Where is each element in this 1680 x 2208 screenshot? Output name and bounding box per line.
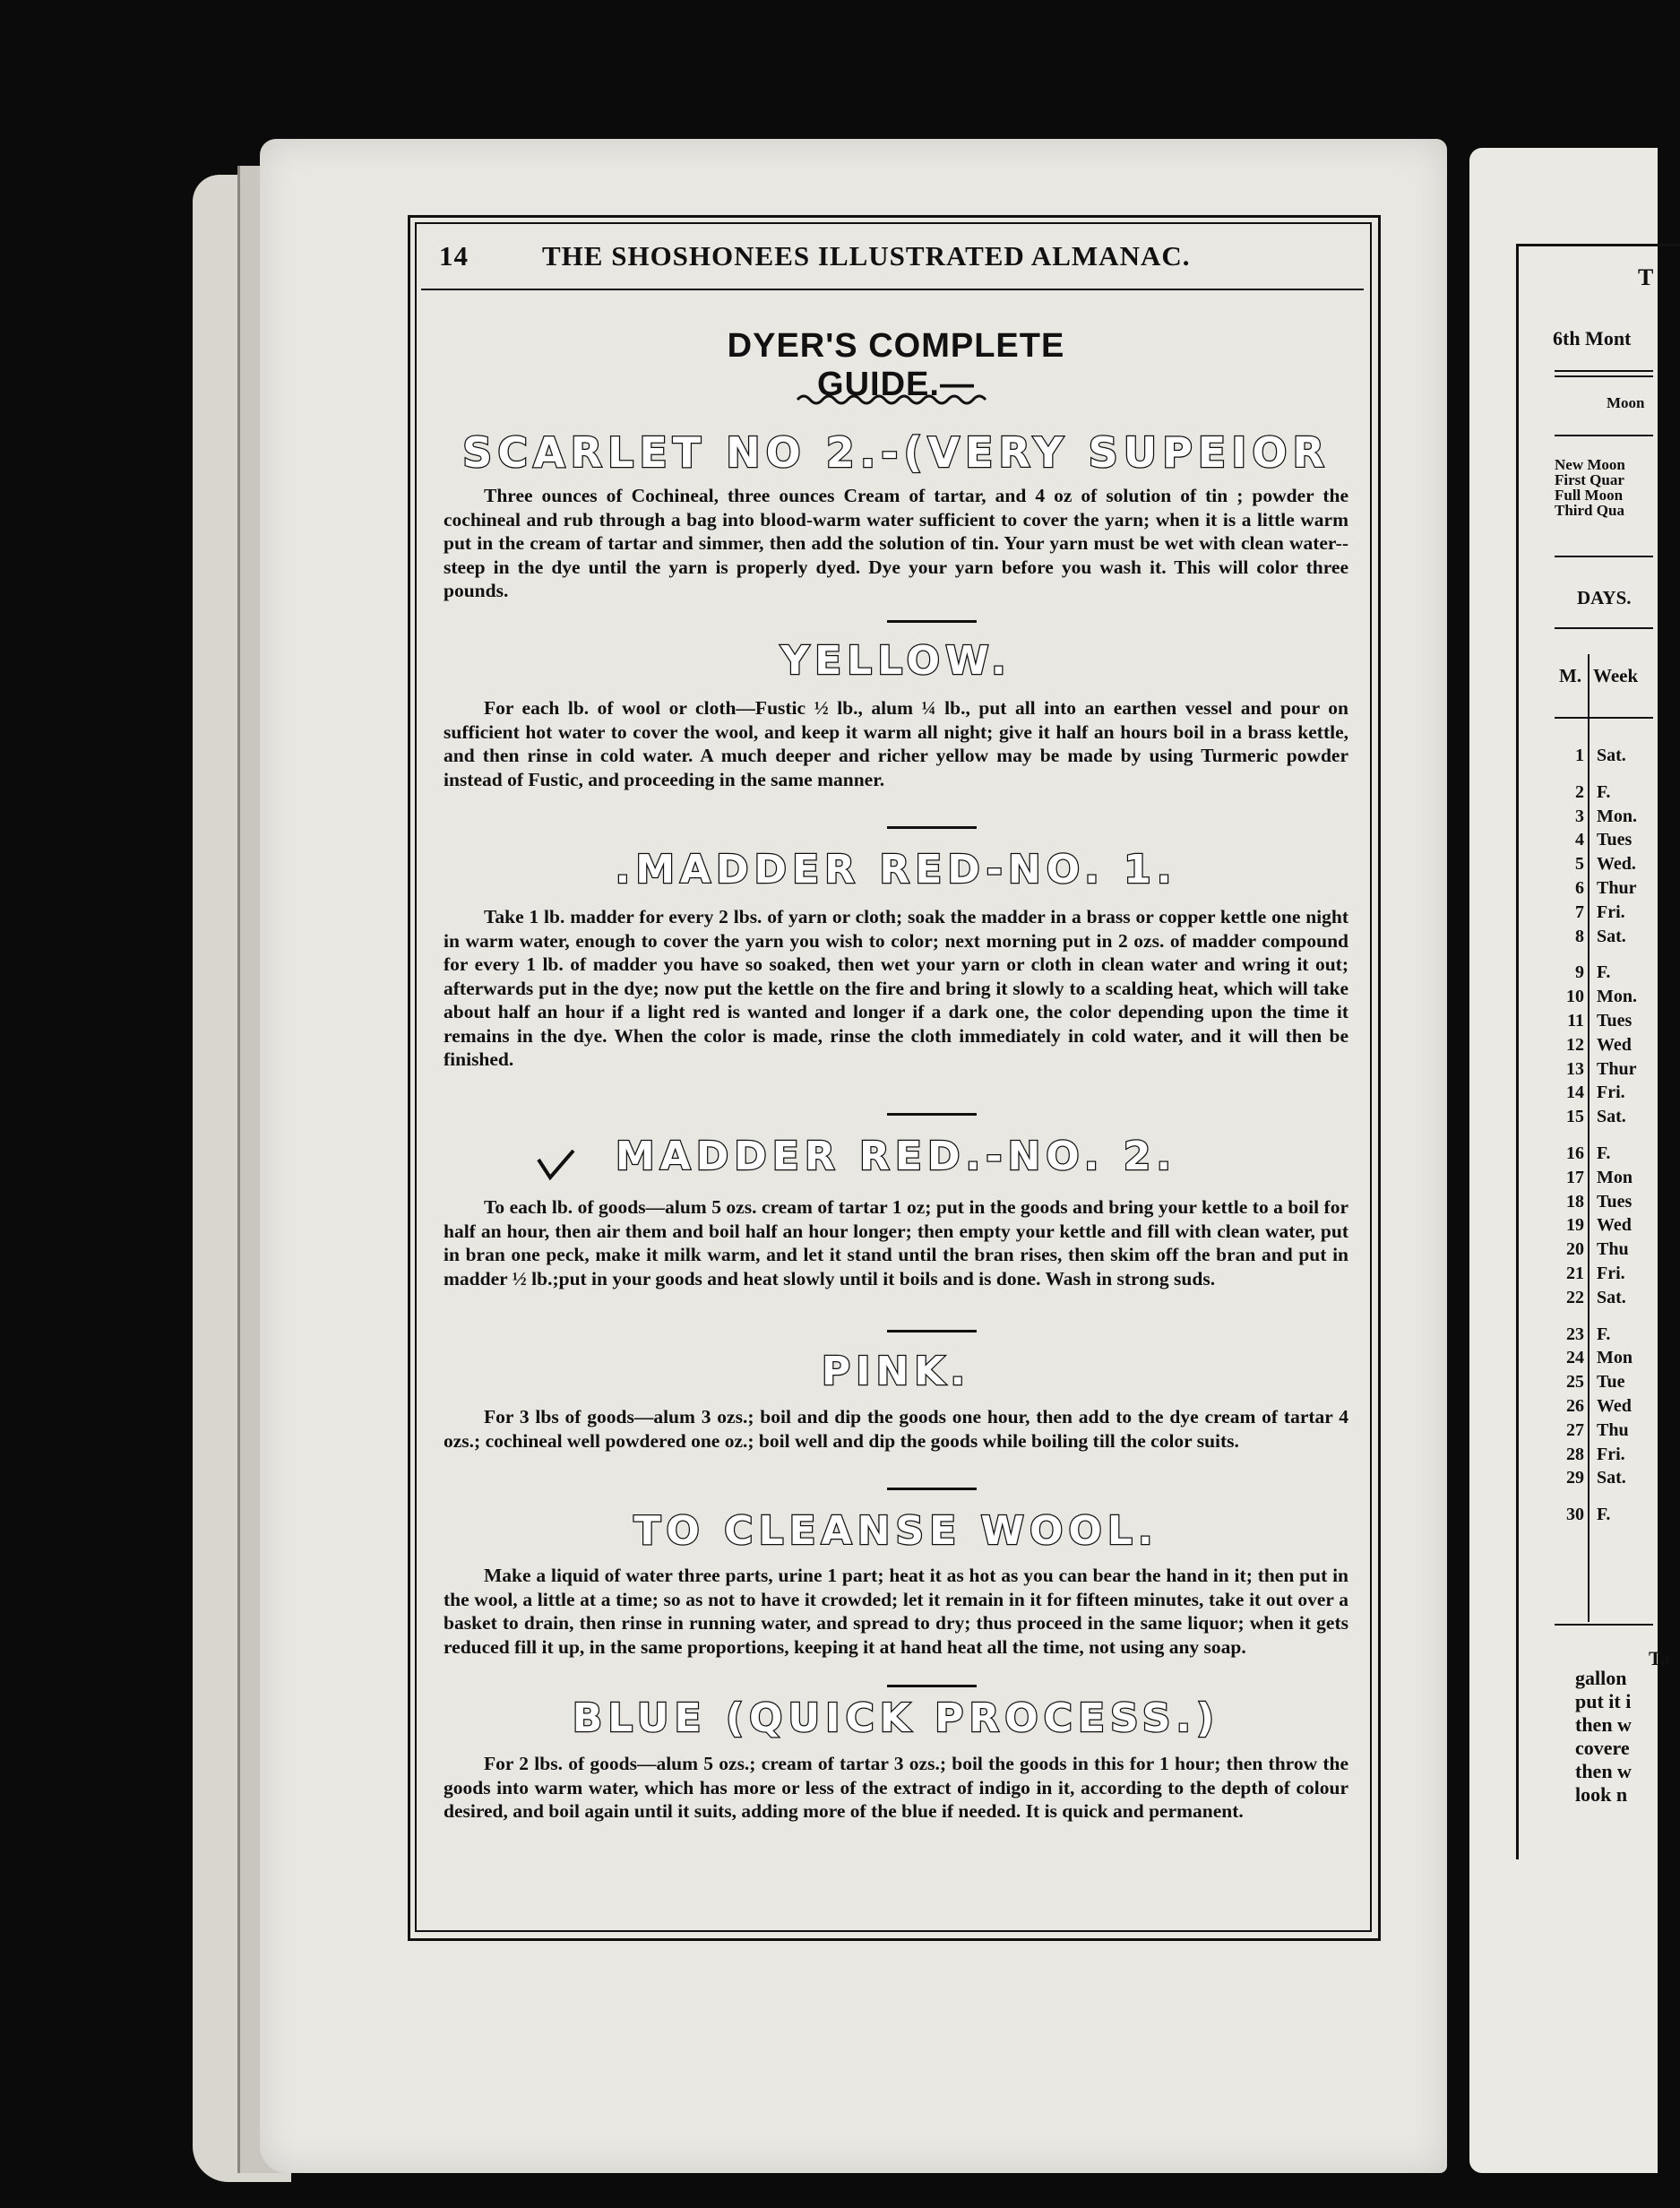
facing-rule (1555, 556, 1653, 557)
heading-blue: BLUE (QUICK PROCESS.) (572, 1695, 1220, 1741)
facing-rule (1555, 627, 1653, 629)
facing-day-name: Fri. (1597, 1263, 1625, 1283)
facing-day-number: 5 (1575, 854, 1584, 875)
facing-rule (1555, 375, 1653, 377)
facing-day-name: Wed. (1597, 854, 1636, 875)
heading-scarlet: SCARLET NO 2.-(VERY SUPEIOR (462, 428, 1330, 477)
facing-bottom-line-7: look n (1575, 1783, 1628, 1806)
facing-rule (1555, 435, 1653, 436)
facing-day-number: 20 (1566, 1239, 1584, 1260)
facing-bottom-line-4: then w (1575, 1713, 1632, 1736)
facing-day-name: Thur (1597, 1058, 1637, 1079)
facing-day-name: Thu (1597, 1419, 1629, 1440)
page-number: 14 (439, 240, 469, 272)
facing-day-number: 27 (1566, 1419, 1584, 1440)
section-separator (887, 826, 977, 829)
facing-bottom-line-6: then w (1575, 1760, 1632, 1782)
section-separator (887, 1488, 977, 1490)
running-header (439, 240, 1344, 285)
almanac-title: THE SHOSHONEES ILLUSTRATED ALMANAC. (542, 240, 1191, 272)
body-cleanse-wool: Make a liquid of water three parts, urine 1 part; heat it as hot as you can bear the hand in it; then put in the wool, a little at a time; so as not to have it crowded; let it remain in it for fifteen minutes, take it out over a basket to drain, then rinse in running water, and spread to dry; thus proceed in the same liquor; when it gets reduced fill it up, in the same proportions, keeping it at hand heat all the time, not using any soap. (444, 1565, 1348, 1658)
week-gap (1557, 768, 1584, 781)
guide-title: DYER'S COMPLETE GUIDE.— (727, 327, 1065, 403)
facing-day-name: Mon. (1597, 806, 1637, 826)
week-gap (1597, 948, 1637, 961)
facing-day-name: Thu (1597, 1239, 1629, 1260)
facing-day-name: F. (1597, 962, 1611, 983)
section-separator (887, 1330, 977, 1333)
section-separator (887, 1113, 977, 1116)
facing-day-name: F. (1597, 781, 1611, 802)
facing-day-name: Sat. (1597, 1468, 1626, 1488)
facing-day-name: Mon. (1597, 987, 1637, 1007)
facing-day-number: 19 (1566, 1215, 1584, 1236)
facing-day-number: 13 (1566, 1058, 1584, 1079)
facing-bottom-line-2: gallon (1575, 1667, 1627, 1689)
facing-day-number: 9 (1575, 962, 1584, 983)
handwritten-check-mark (536, 1147, 577, 1183)
facing-day-number: 16 (1566, 1143, 1584, 1163)
facing-col-m: M. (1559, 665, 1582, 686)
facing-day-name: Wed (1597, 1215, 1632, 1236)
facing-day-names (1597, 744, 1637, 1527)
section-separator (887, 1685, 977, 1687)
body-scarlet: Three ounces of Cochineal, three ounces Cream of tartar, and 4 oz of solution of tin ; powder the cochineal and rub through a bag into blood-warm water sufficient to cover the yarn; when it is a little warm put in the cream of tartar and simmer, then add the solution of tin. Your yarn must be wet with clean water--steep in the dye until the yarn is properly dyed. Dye your yarn before you wash it. This will color three pounds. (444, 485, 1348, 601)
facing-day-number: 14 (1566, 1082, 1584, 1103)
facing-day-number: 18 (1566, 1191, 1584, 1212)
facing-rule (1555, 717, 1653, 719)
facing-month-label: 6th Mont (1553, 327, 1632, 349)
facing-moon-phase-4: Third Qua (1555, 502, 1624, 519)
ornamental-squiggle (797, 392, 986, 407)
facing-day-name: Mon (1597, 1348, 1633, 1368)
facing-moon-phase-3: Full Moon (1555, 487, 1624, 504)
facing-day-name: Thur (1597, 877, 1637, 898)
facing-day-number: 24 (1566, 1348, 1584, 1368)
facing-day-number: 3 (1575, 806, 1584, 826)
facing-day-number: 6 (1575, 877, 1584, 898)
facing-day-name: F. (1597, 1143, 1611, 1163)
facing-day-number: 4 (1575, 830, 1584, 850)
week-gap (1557, 1310, 1584, 1323)
facing-day-name: Fri. (1597, 1444, 1625, 1464)
facing-rule (1555, 370, 1653, 372)
facing-day-name: Sat. (1597, 746, 1626, 765)
heading-yellow: YELLOW. (780, 638, 1012, 684)
facing-day-number: 8 (1575, 926, 1584, 946)
week-gap (1597, 1129, 1637, 1142)
facing-day-name: F. (1597, 1505, 1611, 1525)
facing-day-name: Tue (1597, 1372, 1625, 1393)
facing-day-name: Sat. (1597, 926, 1626, 946)
body-madder-red-2: To each lb. of goods—alum 5 ozs. cream of tartar 1 oz; put in the goods and bring your kettle to a boil for half an hour, then air them and boil half an hour longer; then empty your kettle and fill with clean water, put in bran one peck, make it milk warm, and let it stand until the bran rises, then skim off the bran and put in madder ½ lb.;put in your goods and heat slowly until it boils and is done. Wash in strong suds. (444, 1196, 1348, 1289)
facing-rule (1555, 1624, 1653, 1626)
heading-madder-red-1: .MADDER RED-NO. 1. (615, 847, 1177, 893)
facing-day-name: Tues (1597, 830, 1633, 850)
facing-days-label: DAYS. (1577, 587, 1632, 608)
header-rule (421, 289, 1364, 290)
body-yellow: For each lb. of wool or cloth—Fustic ½ lb., alum ¼ lb., put all into an earthen vessel and pour on sufficient hot water to cover the wool, and keep it warm all night; give it half an hours boil in a brass kettle, and then rinse in cold water. A much deeper and richer yellow may be made by using Turmeric powder instead of Fustic, and proceeding in the same manner. (444, 697, 1348, 790)
facing-day-number: 23 (1566, 1324, 1584, 1344)
body-blue: For 2 lbs. of goods—alum 5 ozs.; cream of tartar 3 ozs.; boil the goods in this for 1 hour; then throw the goods into warm water, which has more or less of the extract of indigo in it, according to the depth of colour desired, and boil again until it suits, adding more of the blue if needed. It is quick and permanent. (444, 1753, 1348, 1822)
heading-madder-red-2: MADDER RED.-NO. 2. (615, 1134, 1177, 1179)
facing-moon-label: Moon (1607, 394, 1645, 411)
facing-day-number: 2 (1575, 781, 1584, 802)
facing-day-number: 10 (1566, 987, 1584, 1007)
facing-moon-phase-2: First Quar (1555, 471, 1624, 488)
facing-day-name: Wed (1597, 1395, 1632, 1416)
facing-page-header-letter: T (1638, 264, 1654, 290)
week-gap (1557, 1129, 1584, 1142)
facing-day-number: 26 (1566, 1395, 1584, 1416)
page-border-inner (415, 222, 1372, 1932)
facing-day-name: Fri. (1597, 1082, 1625, 1103)
week-gap (1597, 768, 1637, 781)
facing-day-name: Sat. (1597, 1287, 1626, 1307)
section-separator (887, 620, 977, 623)
facing-col-week: Week (1593, 665, 1639, 686)
facing-day-name: Mon (1597, 1167, 1633, 1187)
facing-day-name: Sat. (1597, 1107, 1626, 1127)
facing-day-number: 22 (1566, 1287, 1584, 1307)
facing-day-name: F. (1597, 1324, 1611, 1344)
facing-bottom-line-5: covere (1575, 1737, 1630, 1759)
facing-day-name: Wed (1597, 1034, 1632, 1055)
facing-day-number: 29 (1566, 1468, 1584, 1488)
facing-day-number: 28 (1566, 1444, 1584, 1464)
facing-day-number: 17 (1566, 1167, 1584, 1187)
facing-day-number: 21 (1566, 1263, 1584, 1283)
facing-day-number: 30 (1566, 1505, 1584, 1525)
facing-day-number: 25 (1566, 1372, 1584, 1393)
facing-day-number: 1 (1575, 746, 1584, 765)
facing-day-name: Tues (1597, 1191, 1633, 1212)
body-madder-red-1: Take 1 lb. madder for every 2 lbs. of yarn or cloth; soak the madder in a brass or copper kettle one night in warm water, enough to cover the yarn you wish to color; next morning put in 2 ozs. of madder compound for every 1 lb. of madder you have so soaked, then wet your yarn or cloth in clean water and wring it out; afterwards put in the dye; now put the kettle on the fire and bring it slowly to a scalding heat, which will take about half an hour if a light red is wanted and longer if a dark one, the color depending upon the time it remains in the dye. When the color is made, rinse the cloth immediately in cold water, and it will then be finished. (444, 906, 1348, 1070)
facing-day-number: 12 (1566, 1034, 1584, 1055)
week-gap (1557, 948, 1584, 961)
body-pink: For 3 lbs of goods—alum 3 ozs.; boil and dip the goods one hour, then add to the dye cream of tartar 4 ozs.; cochineal well powdered one oz.; boil well and dip the goods while boiling till the color suits. (444, 1406, 1348, 1452)
facing-column-line (1588, 654, 1590, 1622)
week-gap (1597, 1490, 1637, 1503)
heading-cleanse-wool: TO CLEANSE WOOL. (633, 1508, 1159, 1554)
facing-day-numbers (1557, 744, 1584, 1527)
facing-day-number: 15 (1566, 1107, 1584, 1127)
week-gap (1557, 1490, 1584, 1503)
heading-pink: PINK. (821, 1349, 971, 1394)
facing-day-name: Fri. (1597, 901, 1625, 922)
facing-day-number: 11 (1567, 1010, 1584, 1031)
facing-bottom-line-3: put it i (1575, 1690, 1632, 1712)
facing-day-number: 7 (1575, 901, 1584, 922)
facing-moon-phase-1: New Moon (1555, 456, 1625, 473)
week-gap (1597, 1310, 1637, 1323)
facing-day-name: Tues (1597, 1010, 1633, 1031)
facing-bottom-line-1: Ta (1649, 1647, 1670, 1669)
